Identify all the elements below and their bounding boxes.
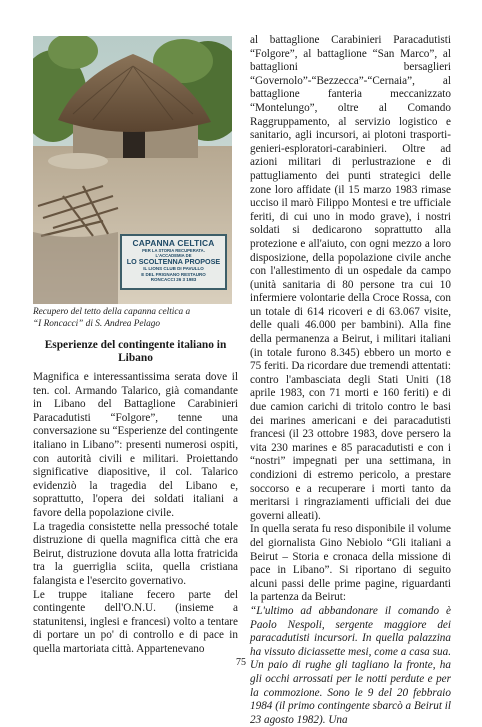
commemorative-plaque xyxy=(120,234,227,290)
plaque-line: CAPANNA CELTICA xyxy=(132,238,215,248)
paragraph: Le truppe italiane fecero parte del contingente dell'O.N.U. (insieme a statunitensi, inglesi e francesi) volto a tentare di portare un po' di controllo e di pace in quella martoriata città. Appartenevano xyxy=(33,588,238,655)
right-column xyxy=(250,34,451,727)
section-heading: Esperienze del contingente italiano in Libano xyxy=(44,339,227,364)
photo-caption xyxy=(33,307,238,330)
plaque-line: E DEL FRIGNANO RESTAURO xyxy=(141,271,206,277)
plaque-line: IL LIONS CLUB DI PAVULLO xyxy=(143,266,204,271)
plaque-line: RONCACCI 26 3 1983 xyxy=(150,277,197,282)
plaque-line: L'ACCADEMIA DE xyxy=(155,253,192,258)
page-number: 75 xyxy=(236,657,246,668)
paragraph: Magnifica e interessantissima serata dove il ten. col. Armando Talarico, già comandante in Libano del Battaglione Carabinieri Paracadutisti “Folgore”, tenne una conversazione su “Esperienze del contingente italiano in Libano”: presenti numerosi ospiti, con autorità civili e militari. Proiettando significative diapositive, il col. Talarico evidenziò la tragedia del Libano e, soprattutto, l'opera dei soldati italiani a favore della popolazione civile. xyxy=(33,371,239,519)
left-column xyxy=(33,371,238,656)
paragraph: al battaglione Carabinieri Paracadutisti “Folgore”, al battaglione “San Marco”, al battaglioni bersaglieri “Governolo”-“Bezzecca”-“Cernaia”, al battaglione fanteria meccanizzato “Montelungo”, oltre al Comando Raggruppamento, al servizio logistico e sanitario, agli incursori, ai plotoni trasporti-genieri-esploratori-carabinieri. Oltre ad azioni militari di perlustrazione e di pattugliamento dei punti strategici delle zone loro affidate (il 15 marzo 1983 rimase ucciso il marò Filippo Montesi e tre ufficiale feriti, di cui uno in modo grave), i nostri soldati si dedicarono soprattutto alla protezione e all'aiuto, con ogni mezzo a loro disposizione, della popolazione civile anche con l'allestimento di un ospedale da campo (unità sanitaria di 80 persone tra cui 10 infermiere volontarie della Croce Rossa, con un totale di 614 ricoveri e di 63.067 visite, delle quali 46.000 per bambini). Alla fine della permanenza a Beirut, i militari italiani (in totale furono 8.345) ebbero un morto e 75 feriti. Da ricordare due tremendi attentati: contro l'ambasciata degli Stati Uniti (18 aprile 1983, con 71 morti e 160 feriti) e di due camion carichi di tritolo contro le basi dei marines americani e dei paracadutisti francesi (il 23 ottobre 1983, dove persero la vita 230 marines e 85 paracadutisti e con i “nostri” impegnati per una settimana, in condizioni di estremo pericolo, a prestare soccorso e a recuperare i morti tanto da meritarsi i ringraziamenti ufficiali dei due governi alleati). xyxy=(250,34,451,522)
plaque-line: LO SCOLTENNA PROPOSE xyxy=(126,257,221,266)
paragraph: La tragedia consistette nella pressoché totale distruzione di quella magnifica città che era Beirut, distruzione dovuta alla lotta fratricida tra la guerriglia sciita, quella cristiana falangista e l'esercito governativo. xyxy=(33,520,238,587)
caption-line: “I Roncacci” di S. Andrea Pelago xyxy=(33,318,161,329)
paragraph: In quella serata fu reso disponibile il volume del giornalista Gino Nebiolo “Gli italiani a Beirut – Storia e cronaca della missione di pace in Libano”. Si riportano di seguito alcuni passi delle prime pagine, riguardanti la partenza da Beirut: xyxy=(250,523,451,604)
caption-line: Recupero del tetto della capanna celtica a xyxy=(33,307,191,317)
quote-paragraph: “L'ultimo ad abbandonare il comando è Paolo Nespoli, sergente maggiore dei paracadutisti incursori. In quella palazzina ha vissuto diciassette mesi, come a casa sua. Un paio di rughe gli tagliano la fronte, ha gli occhi arrossati per le notti perdute e per la commozione. Sono le 9 del 20 febbraio 1984 (il primo contingente sbarcò a Beirut il 23 agosto 1982). Una xyxy=(250,604,451,726)
celtic-hut-photo xyxy=(33,36,232,304)
plaque-line: PER LA STORIA RECUPERATA. xyxy=(142,248,205,253)
